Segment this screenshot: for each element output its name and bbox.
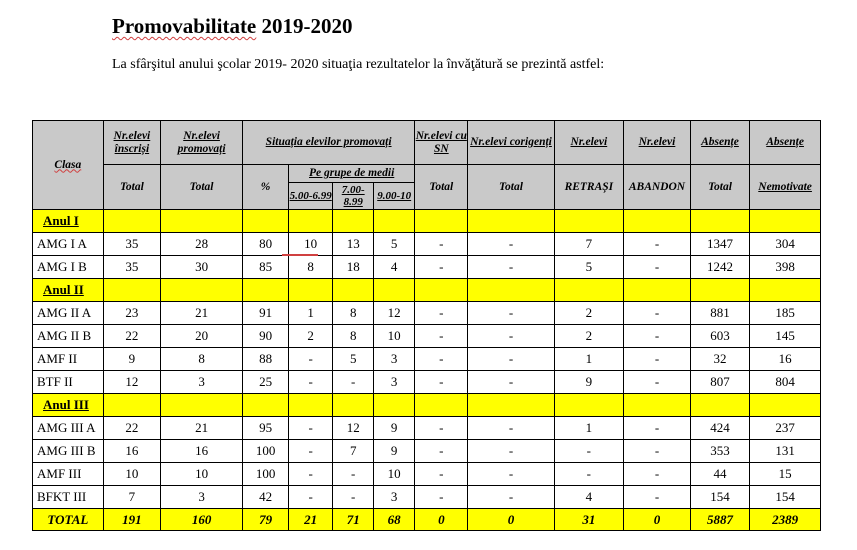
total-abs: 5887 <box>690 509 749 531</box>
year-cell <box>103 394 160 417</box>
cell-nemot: 154 <box>750 486 821 509</box>
total-promovati: 160 <box>161 509 243 531</box>
total-cor: 0 <box>468 509 554 531</box>
cell-g2: 5 <box>333 348 374 371</box>
cell-cor: - <box>468 233 554 256</box>
total-g2: 71 <box>333 509 374 531</box>
red-underline-mark <box>282 254 318 256</box>
header-range-3: 9.00-10 <box>374 183 415 210</box>
year-row <box>33 210 821 233</box>
cell-sn: - <box>415 371 468 394</box>
cell-abs: 1347 <box>690 233 749 256</box>
cell-promovati: 21 <box>161 417 243 440</box>
results-table <box>32 120 821 531</box>
year-cell <box>415 210 468 233</box>
table-row <box>33 463 821 486</box>
cell-g3: 9 <box>374 417 415 440</box>
cell-nemot: 804 <box>750 371 821 394</box>
cell-g2: 8 <box>333 302 374 325</box>
total-sn: 0 <box>415 509 468 531</box>
year-cell <box>103 279 160 302</box>
year-cell <box>161 279 243 302</box>
cell-cor: - <box>468 440 554 463</box>
cell-retr: 1 <box>554 417 624 440</box>
year-cell <box>289 394 333 417</box>
cell-pct: 25 <box>243 371 289 394</box>
class-name-cell: AMG III A <box>33 417 104 440</box>
cell-aband: - <box>624 256 691 279</box>
year-cell <box>415 394 468 417</box>
total-row <box>33 509 821 531</box>
cell-abs: 1242 <box>690 256 749 279</box>
header-total-abs: Total <box>690 165 749 210</box>
cell-pct: 42 <box>243 486 289 509</box>
cell-g1: - <box>289 440 333 463</box>
cell-g3: 10 <box>374 325 415 348</box>
total-g1: 21 <box>289 509 333 531</box>
cell-pct: 95 <box>243 417 289 440</box>
cell-g3: 5 <box>374 233 415 256</box>
cell-pct: 88 <box>243 348 289 371</box>
table-row <box>33 417 821 440</box>
cell-g3: 4 <box>374 256 415 279</box>
cell-abs: 32 <box>690 348 749 371</box>
cell-abs: 44 <box>690 463 749 486</box>
header-total-sn: Total <box>415 165 468 210</box>
cell-pct: 85 <box>243 256 289 279</box>
year-cell <box>243 210 289 233</box>
cell-promovati: 21 <box>161 302 243 325</box>
cell-g1: - <box>289 348 333 371</box>
cell-sn: - <box>415 325 468 348</box>
header-range-1: 5.00-6.99 <box>289 183 333 210</box>
table-row <box>33 302 821 325</box>
cell-g2: - <box>333 486 374 509</box>
cell-g2: 7 <box>333 440 374 463</box>
header-range-2: 7.00-8.99 <box>333 183 374 210</box>
header-nemotivate: Nemotivate <box>750 165 821 210</box>
year-label: Anul I <box>33 210 104 233</box>
header-abandon-top: Nr.elevi <box>624 121 691 165</box>
class-name-cell: AMG I B <box>33 256 104 279</box>
cell-g3: 3 <box>374 486 415 509</box>
cell-pct: 100 <box>243 440 289 463</box>
cell-inscrisi: 22 <box>103 325 160 348</box>
cell-aband: - <box>624 348 691 371</box>
class-name-cell: AMG II A <box>33 302 104 325</box>
table-body <box>33 210 821 531</box>
total-inscrisi: 191 <box>103 509 160 531</box>
year-cell <box>624 210 691 233</box>
cell-pct: 100 <box>243 463 289 486</box>
year-cell <box>289 210 333 233</box>
year-cell <box>750 394 821 417</box>
cell-aband: - <box>624 463 691 486</box>
cell-retr: - <box>554 440 624 463</box>
year-cell <box>333 394 374 417</box>
total-retr: 31 <box>554 509 624 531</box>
year-cell <box>624 279 691 302</box>
cell-promovati: 8 <box>161 348 243 371</box>
header-retrasi-top: Nr.elevi <box>554 121 624 165</box>
cell-nemot: 237 <box>750 417 821 440</box>
title-year: 2019-2020 <box>261 14 353 38</box>
cell-cor: - <box>468 256 554 279</box>
cell-retr: 4 <box>554 486 624 509</box>
cell-nemot: 15 <box>750 463 821 486</box>
cell-cor: - <box>468 325 554 348</box>
year-cell <box>468 279 554 302</box>
cell-nemot: 145 <box>750 325 821 348</box>
cell-abs: 603 <box>690 325 749 348</box>
cell-g3: 9 <box>374 440 415 463</box>
title-word: Promovabilitate <box>112 14 257 38</box>
header-abandon: ABANDON <box>624 165 691 210</box>
cell-g3: 10 <box>374 463 415 486</box>
cell-retr: 2 <box>554 325 624 348</box>
total-clasa: TOTAL <box>33 509 104 531</box>
total-g3: 68 <box>374 509 415 531</box>
cell-cor: - <box>468 371 554 394</box>
header-percent: % <box>243 165 289 210</box>
year-cell <box>374 279 415 302</box>
class-name-cell: AMF II <box>33 348 104 371</box>
header-retrasi: RETRAȘI <box>554 165 624 210</box>
table-row <box>33 348 821 371</box>
cell-aband: - <box>624 233 691 256</box>
year-cell <box>333 210 374 233</box>
cell-aband: - <box>624 440 691 463</box>
cell-cor: - <box>468 348 554 371</box>
cell-nemot: 131 <box>750 440 821 463</box>
cell-abs: 154 <box>690 486 749 509</box>
cell-g1: - <box>289 463 333 486</box>
cell-sn: - <box>415 486 468 509</box>
class-name-cell: AMG I A <box>33 233 104 256</box>
year-cell <box>554 279 624 302</box>
cell-retr: 7 <box>554 233 624 256</box>
year-cell <box>554 210 624 233</box>
year-cell <box>468 210 554 233</box>
cell-aband: - <box>624 417 691 440</box>
header-absente-nemot: Absențe <box>750 121 821 165</box>
header-clasa: Clasa <box>33 121 104 210</box>
table-row <box>33 371 821 394</box>
class-name-cell: AMF III <box>33 463 104 486</box>
cell-retr: - <box>554 463 624 486</box>
total-aband: 0 <box>624 509 691 531</box>
cell-sn: - <box>415 256 468 279</box>
cell-g1: 10 <box>289 233 333 256</box>
year-cell <box>750 210 821 233</box>
cell-inscrisi: 12 <box>103 371 160 394</box>
cell-promovati: 28 <box>161 233 243 256</box>
cell-promovati: 3 <box>161 371 243 394</box>
cell-abs: 353 <box>690 440 749 463</box>
year-label: Anul II <box>33 279 104 302</box>
table-row <box>33 233 821 256</box>
cell-sn: - <box>415 440 468 463</box>
year-cell <box>161 210 243 233</box>
year-cell <box>690 279 749 302</box>
cell-cor: - <box>468 486 554 509</box>
cell-g2: 13 <box>333 233 374 256</box>
cell-pct: 91 <box>243 302 289 325</box>
cell-promovati: 16 <box>161 440 243 463</box>
cell-g1: - <box>289 417 333 440</box>
year-cell <box>374 210 415 233</box>
class-name-cell: BFKT III <box>33 486 104 509</box>
cell-g2: - <box>333 371 374 394</box>
year-cell <box>333 279 374 302</box>
cell-g1: - <box>289 371 333 394</box>
year-cell <box>690 394 749 417</box>
cell-g3: 3 <box>374 371 415 394</box>
cell-inscrisi: 10 <box>103 463 160 486</box>
class-name-cell: BTF II <box>33 371 104 394</box>
year-cell <box>243 279 289 302</box>
cell-pct: 90 <box>243 325 289 348</box>
cell-promovati: 30 <box>161 256 243 279</box>
cell-retr: 2 <box>554 302 624 325</box>
year-cell <box>624 394 691 417</box>
header-corigenti: Nr.elevi corigenți <box>468 121 554 165</box>
header-inscrisi: Nr.elevi înscriși <box>103 121 160 165</box>
year-cell <box>415 279 468 302</box>
cell-promovati: 10 <box>161 463 243 486</box>
cell-g2: 12 <box>333 417 374 440</box>
header-cu-sn: Nr.elevi cu SN <box>415 121 468 165</box>
cell-sn: - <box>415 233 468 256</box>
cell-aband: - <box>624 302 691 325</box>
cell-g1: 8 <box>289 256 333 279</box>
cell-inscrisi: 7 <box>103 486 160 509</box>
cell-g1: - <box>289 486 333 509</box>
cell-promovati: 3 <box>161 486 243 509</box>
cell-abs: 881 <box>690 302 749 325</box>
cell-nemot: 185 <box>750 302 821 325</box>
cell-sn: - <box>415 302 468 325</box>
year-cell <box>243 394 289 417</box>
cell-inscrisi: 23 <box>103 302 160 325</box>
header-absente: Absențe <box>690 121 749 165</box>
year-cell <box>750 279 821 302</box>
year-cell <box>289 279 333 302</box>
cell-aband: - <box>624 325 691 348</box>
cell-aband: - <box>624 371 691 394</box>
cell-g1: 1 <box>289 302 333 325</box>
cell-nemot: 398 <box>750 256 821 279</box>
year-row <box>33 279 821 302</box>
cell-inscrisi: 9 <box>103 348 160 371</box>
cell-pct: 80 <box>243 233 289 256</box>
year-cell <box>161 394 243 417</box>
cell-inscrisi: 35 <box>103 256 160 279</box>
header-situatia: Situația elevilor promovați <box>243 121 415 165</box>
cell-cor: - <box>468 417 554 440</box>
cell-inscrisi: 16 <box>103 440 160 463</box>
cell-aband: - <box>624 486 691 509</box>
page-title <box>112 14 353 39</box>
header-total-promovati: Total <box>161 165 243 210</box>
cell-g3: 3 <box>374 348 415 371</box>
year-label: Anul III <box>33 394 104 417</box>
cell-g2: 18 <box>333 256 374 279</box>
header-total-inscrisi: Total <box>103 165 160 210</box>
cell-nemot: 16 <box>750 348 821 371</box>
cell-abs: 807 <box>690 371 749 394</box>
header-total-cor: Total <box>468 165 554 210</box>
cell-retr: 1 <box>554 348 624 371</box>
year-row <box>33 394 821 417</box>
cell-promovati: 20 <box>161 325 243 348</box>
cell-nemot: 304 <box>750 233 821 256</box>
cell-sn: - <box>415 463 468 486</box>
header-pe-grupe: Pe grupe de medii <box>289 165 415 183</box>
cell-retr: 5 <box>554 256 624 279</box>
class-name-cell: AMG III B <box>33 440 104 463</box>
cell-inscrisi: 35 <box>103 233 160 256</box>
class-name-cell: AMG II B <box>33 325 104 348</box>
cell-abs: 424 <box>690 417 749 440</box>
cell-g1: 2 <box>289 325 333 348</box>
year-cell <box>103 210 160 233</box>
cell-sn: - <box>415 348 468 371</box>
year-cell <box>554 394 624 417</box>
cell-cor: - <box>468 463 554 486</box>
intro-text: La sfârşitul anului şcolar 2019- 2020 situaţia rezultatelor la învăţătură se prezintă astfel: <box>112 57 605 72</box>
table-row <box>33 256 821 279</box>
cell-g3: 12 <box>374 302 415 325</box>
table-row <box>33 486 821 509</box>
cell-retr: 9 <box>554 371 624 394</box>
cell-cor: - <box>468 302 554 325</box>
year-cell <box>374 394 415 417</box>
total-pct: 79 <box>243 509 289 531</box>
year-cell <box>690 210 749 233</box>
total-nemot: 2389 <box>750 509 821 531</box>
cell-sn: - <box>415 417 468 440</box>
cell-g2: - <box>333 463 374 486</box>
cell-g2: 8 <box>333 325 374 348</box>
table-header <box>33 121 821 210</box>
cell-inscrisi: 22 <box>103 417 160 440</box>
table-row <box>33 440 821 463</box>
year-cell <box>468 394 554 417</box>
header-promovati: Nr.elevi promovați <box>161 121 243 165</box>
table-row <box>33 325 821 348</box>
